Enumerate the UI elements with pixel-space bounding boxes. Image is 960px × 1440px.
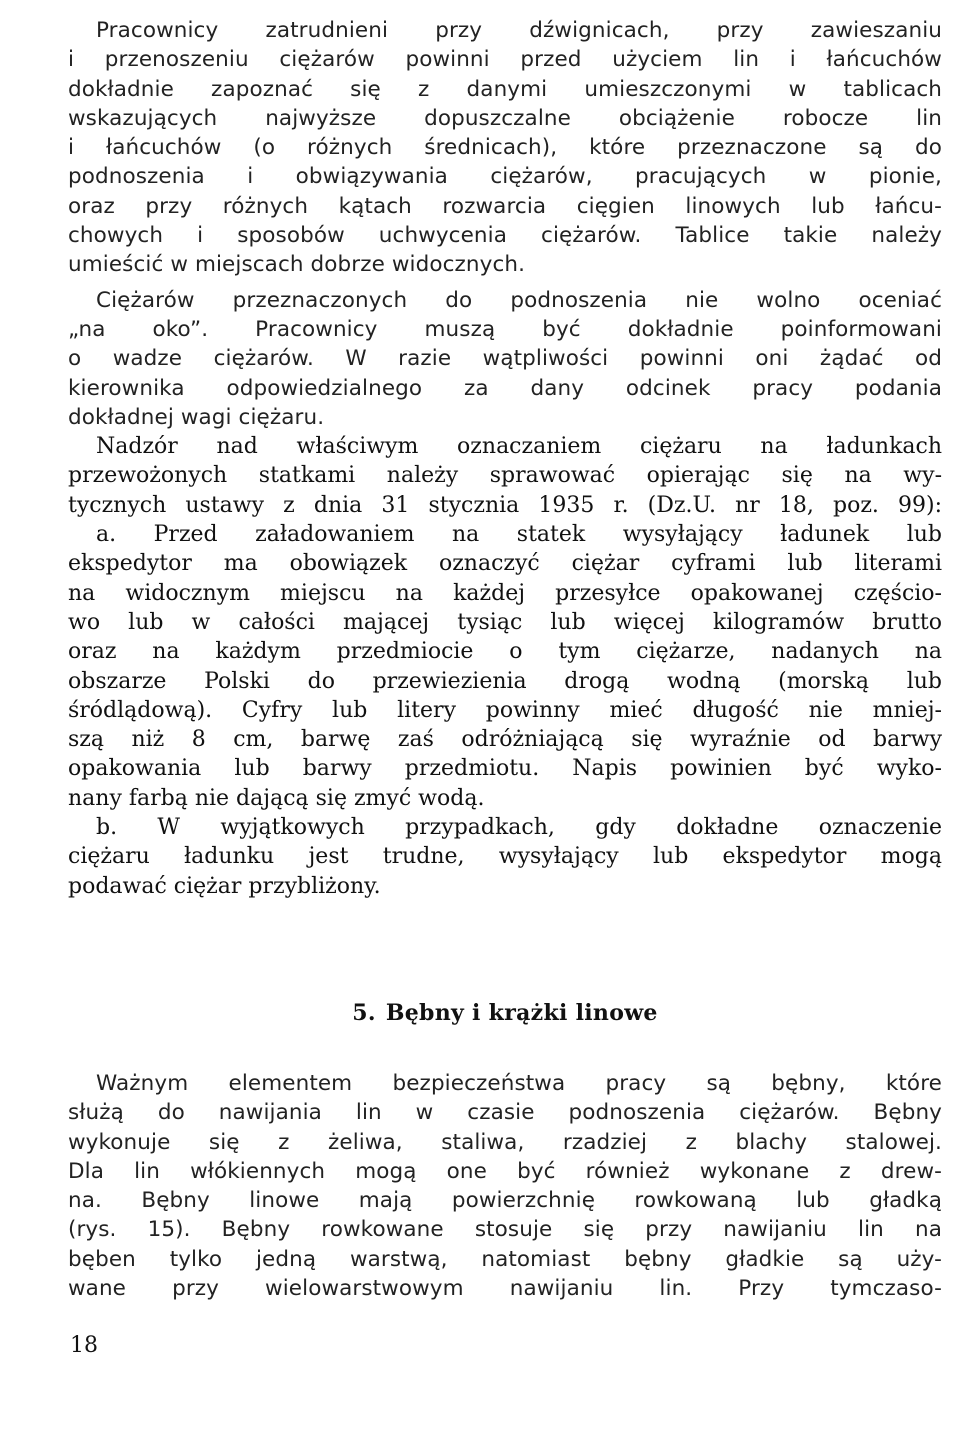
text-line: bęben tylko jedną warstwą, natomiast bębny gładkie są uży- bbox=[68, 1246, 942, 1272]
text-line: tycznych ustawy z dnia 31 stycznia 1935 r. (Dz.U. nr 18, poz. 99): bbox=[68, 492, 942, 518]
section-number: 5. bbox=[352, 1000, 376, 1026]
text-line: (rys. 15). Bębny rowkowane stosuje się przy nawijaniu lin na bbox=[68, 1217, 942, 1243]
text-line: dokładnej wagi ciężaru. bbox=[68, 404, 325, 430]
paragraph-point-a bbox=[68, 520, 942, 813]
text-line: i łańcuchów (o różnych średnicach), które przeznaczone są do bbox=[68, 135, 942, 161]
text-line: wo lub w całości mającej tysiąc lub więcej kilogramów brutto bbox=[68, 609, 942, 635]
text-line: na. Bębny linowe mają powierzchnię rowkowaną lub gładką bbox=[68, 1188, 942, 1214]
text-line: Ważnym elementem bezpieczeństwa pracy są bębny, które bbox=[96, 1071, 942, 1096]
text-line: przewożonych statkami należy sprawować opierając się na wy- bbox=[68, 463, 942, 489]
text-line: i przenoszeniu ciężarów powinni przed użyciem lin i łańcuchów bbox=[68, 47, 942, 73]
text-line: ciężaru ładunku jest trudne, wysyłający lub ekspedytor mogą bbox=[68, 844, 942, 870]
document-page bbox=[68, 16, 942, 1302]
text-line: oraz na każdym przedmiocie o tym ciężarze, nadanych na bbox=[68, 639, 942, 665]
paragraph-cargo-marking bbox=[68, 432, 942, 520]
text-line: podnoszenia i obwiązywania ciężarów, pracujących w pionie, bbox=[68, 164, 942, 190]
text-line: Nadzór nad właściwym oznaczaniem ciężaru na ładunkach bbox=[96, 434, 942, 460]
text-line: nany farbą nie dającą się zmyć wodą. bbox=[68, 785, 485, 811]
section-title: Bębny i krążki linowe bbox=[385, 1000, 658, 1026]
text-line: dokładnie zapoznać się z danymi umieszczonymi w tablicach bbox=[68, 76, 942, 102]
text-line: kierownika odpowiedzialnego za dany odcinek pracy podania bbox=[68, 375, 942, 401]
text-line: na widocznym miejscu na każdej przesyłce opakowanej częścio- bbox=[68, 580, 942, 606]
text-line: opakowania lub barwy przedmiotu. Napis powinien być wyko- bbox=[68, 756, 942, 782]
paragraph-drums bbox=[68, 1069, 942, 1303]
section-heading bbox=[68, 1000, 942, 1026]
text-line: umieścić w miejscach dobrze widocznych. bbox=[68, 252, 526, 278]
text-line: wykonuje się z żeliwa, staliwa, rzadziej z blachy stalowej. bbox=[68, 1129, 942, 1155]
text-line: wane przy wielowarstwowym nawijaniu lin. Przy tymczaso- bbox=[68, 1276, 942, 1302]
paragraph-lifting-tables bbox=[68, 16, 942, 280]
text-line: Ciężarów przeznaczonych do podnoszenia nie wolno oceniać bbox=[96, 287, 942, 313]
text-line: śródlądową). Cyfry lub litery powinny mieć długość nie mniej- bbox=[68, 697, 942, 723]
text-line: oraz przy różnych kątach rozwarcia cięgien linowych lub łańcu- bbox=[68, 193, 942, 219]
text-line: b. W wyjątkowych przypadkach, gdy dokładne oznaczenie bbox=[96, 815, 942, 841]
page-number: 18 bbox=[70, 1333, 98, 1358]
text-line: podawać ciężar przybliżony. bbox=[68, 873, 381, 899]
text-line: o wadze ciężarów. W razie wątpliwości powinni oni żądać od bbox=[68, 346, 942, 372]
text-line: a. Przed załadowaniem na statek wysyłający ładunek lub bbox=[96, 522, 942, 548]
text-line: wskazujących najwyższe dopuszczalne obciążenie robocze lin bbox=[68, 105, 942, 131]
paragraph-weight-estimation bbox=[68, 286, 942, 432]
text-line: Pracownicy zatrudnieni przy dźwignicach, przy zawieszaniu bbox=[96, 18, 942, 43]
text-line: chowych i sposobów uchwycenia ciężarów. Tablice takie należy bbox=[68, 223, 942, 249]
text-line: ekspedytor ma obowiązek oznaczyć ciężar cyframi lub literami bbox=[68, 551, 942, 577]
text-line: szą niż 8 cm, barwę zaś odróżniającą się wyraźnie od barwy bbox=[68, 727, 942, 753]
text-line: służą do nawijania lin w czasie podnoszenia ciężarów. Bębny bbox=[68, 1100, 942, 1126]
paragraph-point-b bbox=[68, 813, 942, 901]
text-line: Dla lin włókiennych mogą one być również wykonane z drew- bbox=[68, 1158, 942, 1184]
text-line: obszarze Polski do przewiezienia drogą wodną (morską lub bbox=[68, 668, 942, 694]
text-line: „na oko”. Pracownicy muszą być dokładnie poinformowani bbox=[68, 316, 942, 342]
